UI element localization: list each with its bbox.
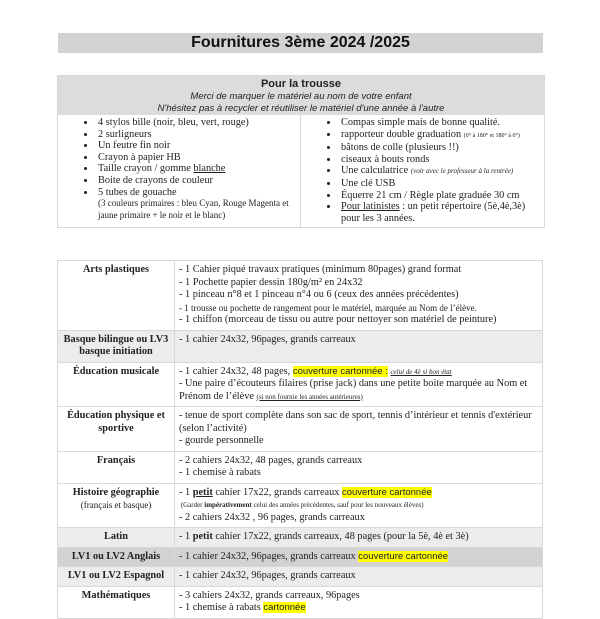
trousse-right-column xyxy=(301,115,544,227)
subject-supplies xyxy=(175,586,543,618)
supply-line: - 1 pinceau n°8 et 1 pinceau n°4 ou 6 (ceux des années précédentes) xyxy=(179,289,459,300)
table-row xyxy=(58,362,543,407)
supply-text: - 1 xyxy=(179,486,193,498)
subject-name: LV1 ou LV2 Espagnol xyxy=(58,567,175,587)
item-text: 5 tubes de gouache xyxy=(98,186,177,198)
supply-line: - 1 cahier 24x32, 96pages, grands carreaux xyxy=(179,570,356,581)
list-item xyxy=(339,201,544,224)
list-item: • Une clé USB xyxy=(339,178,544,190)
subject-title: Histoire géographie xyxy=(72,486,160,498)
subjects-table xyxy=(57,260,543,619)
table-row xyxy=(58,330,543,362)
trousse-subtitle-1: Merci de marquer le matériel au nom de votre enfant xyxy=(190,91,412,102)
trousse-heading: Pour la trousse xyxy=(260,78,342,90)
subject-supplies xyxy=(175,362,543,407)
supply-text: - 1 chemise à rabats xyxy=(179,602,264,613)
list-item: • Boite de crayons de couleur xyxy=(96,175,300,187)
item-subtext: (3 couleurs primaires : bleu Cyan, Rouge Magenta et jaune primaire + le noir et le blanc) xyxy=(98,198,289,220)
subject-supplies xyxy=(175,483,543,528)
note-text: celui des années précédentes, sauf pour les nouveaux élèves) xyxy=(251,501,424,509)
supply-text: - Une paire d’écouteurs filaires (prise jack) dans une petite boite marquée au Nom et Prénom de l’élève xyxy=(179,378,528,402)
item-text: : un petit répertoire (5è,4è,3è) pour les 3 années. xyxy=(341,201,526,224)
list-item: • Un feutre fin noir xyxy=(96,140,300,152)
table-row xyxy=(58,261,543,331)
subject-name: Latin xyxy=(58,528,175,548)
supply-note: celui de 4è si bon état xyxy=(390,367,452,376)
subject-supplies xyxy=(175,330,543,362)
list-item xyxy=(339,165,544,178)
subject-name xyxy=(58,483,175,528)
list-item xyxy=(339,129,544,143)
note-text: (Garder xyxy=(180,501,205,509)
subject-supplies xyxy=(175,451,543,483)
item-text: Une calculatrice xyxy=(341,165,411,177)
list-item xyxy=(96,163,300,175)
bold-text: petit xyxy=(192,486,213,498)
item-underlined: Pour latinistes xyxy=(341,201,400,213)
trousse-left-column xyxy=(58,115,301,227)
subject-name: Basque bilingue ou LV3 basque initiation xyxy=(58,330,175,362)
table-row xyxy=(58,547,543,567)
supply-text: - 1 cahier 24x32, 48 pages, xyxy=(179,365,293,377)
list-item: • 2 surligneurs xyxy=(96,129,300,141)
item-note: (voir avec le professeur à la rentrée) xyxy=(410,167,514,176)
item-note: (0° à 180° et 180° à 0°) xyxy=(463,132,520,139)
supply-text: cahier 17x22, grands carreaux xyxy=(212,486,342,498)
subject-name: Mathématiques xyxy=(58,586,175,618)
supply-line: - 1 chemise à rabats xyxy=(179,467,261,478)
supply-line xyxy=(179,366,538,379)
list-item xyxy=(96,187,300,222)
supply-note xyxy=(179,499,538,512)
supply-line: - 2 cahiers 24x32 , 96 pages, grands carreaux xyxy=(179,511,365,523)
list-item: • Crayon à papier HB xyxy=(96,152,300,164)
list-item: • Équerre 21 cm / Règle plate graduée 30 cm xyxy=(339,190,544,202)
list-item: • 4 stylos bille (noir, bleu, vert, rouge) xyxy=(96,117,300,129)
subject-name: Éducation musicale xyxy=(58,362,175,407)
item-text: rapporteur double graduation xyxy=(341,128,464,140)
supply-line xyxy=(179,602,538,615)
supply-line: - 1 chiffon (morceau de tissu ou autre pour nettoyer son matériel de peinture) xyxy=(179,314,497,325)
subject-name: Français xyxy=(58,451,175,483)
trousse-box xyxy=(57,75,545,228)
supply-line: - tenue de sport complète dans son sac de sport, tennis d’intérieur et tennis d'extérieur (selon l’activité) xyxy=(179,410,532,434)
bold-text: petit xyxy=(192,531,213,542)
trousse-header xyxy=(58,76,544,115)
subject-supplies xyxy=(175,261,543,331)
item-underlined: blanche xyxy=(193,163,226,175)
trousse-subtitle-2: N'hésitez pas à recycler et réutiliser le matériel d'une année à l'autre xyxy=(157,102,445,114)
table-row xyxy=(58,407,543,452)
table-row xyxy=(58,567,543,587)
subject-name: Arts plastiques xyxy=(58,261,175,331)
table-row xyxy=(58,586,543,618)
supply-line: - 3 cahiers 24x32, grands carreaux, 96pages xyxy=(179,589,360,601)
supply-note: (si non fournie les années antérieures) xyxy=(256,392,363,401)
supply-line: - 1 Cahier piqué travaux pratiques (minimum 80pages) grand format xyxy=(179,264,462,275)
highlight-text: couverture cartonnée : xyxy=(292,365,388,377)
supply-text: - 1 xyxy=(179,531,193,542)
table-row xyxy=(58,483,543,528)
supply-line xyxy=(179,487,538,500)
supply-line: - gourde personnelle xyxy=(179,435,264,446)
subject-supplies xyxy=(175,407,543,452)
highlight-text: couverture cartonnée xyxy=(341,486,432,498)
highlight-text: couverture cartonnée xyxy=(358,550,449,562)
table-row xyxy=(58,528,543,548)
note-bold: impérativement xyxy=(204,501,252,509)
subject-name: Éducation physique et sportive xyxy=(58,407,175,452)
supply-line: - 1 cahier 24x32, 96pages, grands carreaux xyxy=(179,333,356,345)
supply-line xyxy=(179,378,538,403)
subject-subtitle: (français et basque) xyxy=(80,500,152,510)
page-title: Fournitures 3ème 2024 /2025 xyxy=(58,33,543,53)
supply-line: - 2 cahiers 24x32, 48 pages, grands carreaux xyxy=(179,454,363,466)
subject-name: LV1 ou LV2 Anglais xyxy=(58,547,175,567)
list-item: • ciseaux à bouts ronds xyxy=(339,154,544,166)
list-item: • Compas simple mais de bonne qualité. xyxy=(339,117,544,129)
subject-supplies xyxy=(175,567,543,587)
supply-line: - 1 Pochette papier dessin 180g/m² en 24x32 xyxy=(179,276,363,288)
item-text: Taille crayon / gomme xyxy=(98,163,194,175)
list-item: • bâtons de colle (plusieurs !!) xyxy=(339,142,544,154)
supply-line: - 1 trousse ou pochette de rangement pour le matériel, marquée au Nom de l’élève. xyxy=(179,302,477,313)
highlight-text: cartonnée xyxy=(263,602,306,613)
table-row xyxy=(58,451,543,483)
supply-text: - 1 cahier 24x32, 96pages, grands carreaux xyxy=(179,550,359,562)
subject-supplies xyxy=(175,547,543,567)
subject-supplies xyxy=(175,528,543,548)
supply-text: cahier 17x22, grands carreaux, 48 pages (pour la 5è, 4è et 3è) xyxy=(212,531,469,542)
